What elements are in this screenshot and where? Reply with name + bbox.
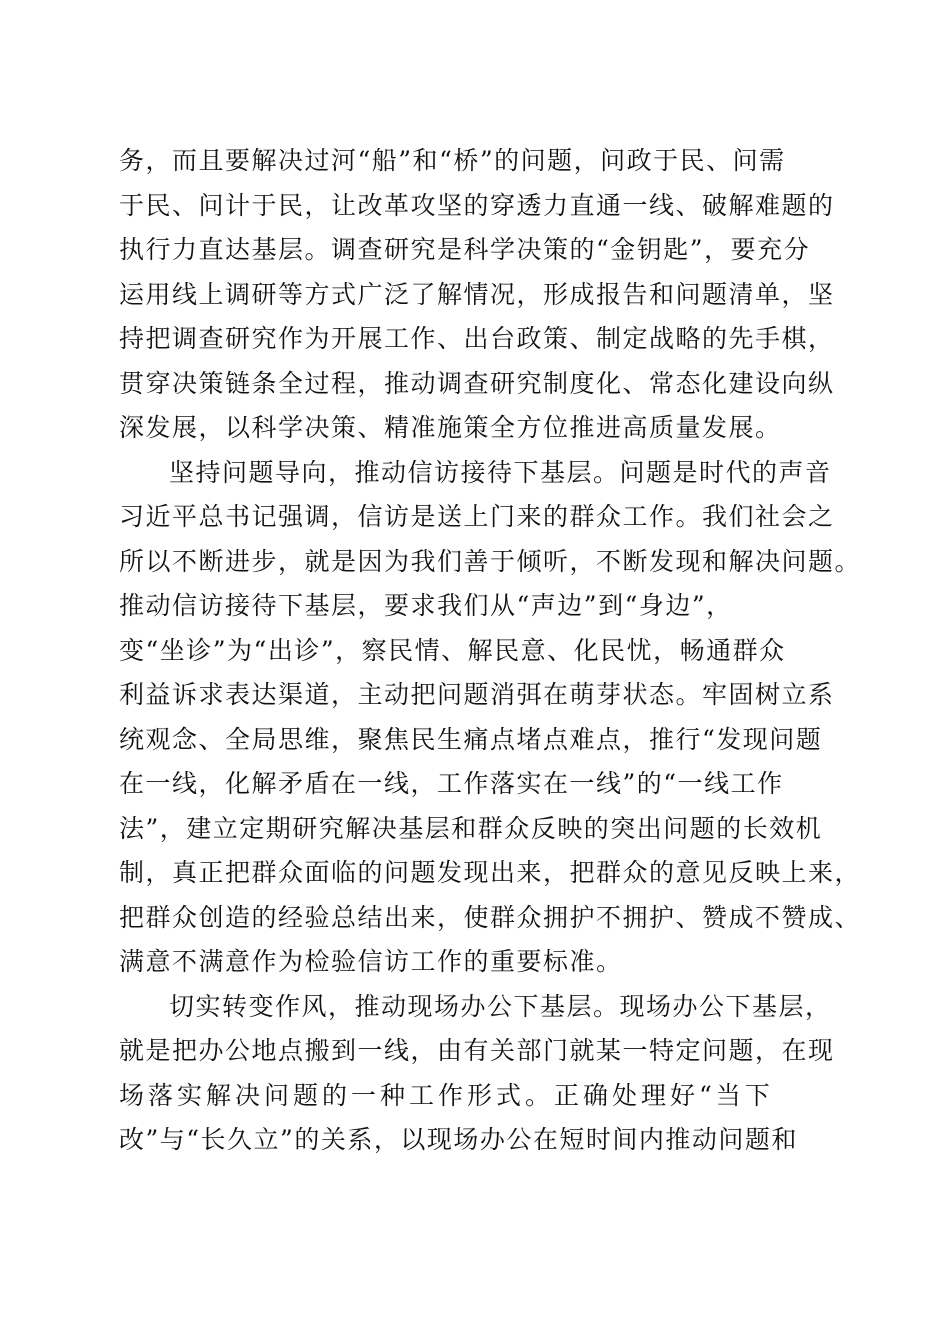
text-line: 法”，建立定期研究解决基层和群众反映的突出问题的长效机	[119, 813, 823, 843]
text-line: 推动信访接待下基层，要求我们从“声边”到“身边”，	[119, 591, 733, 620]
text-line: 利益诉求表达渠道，主动把问题消弭在萌芽状态。牢固树立系	[119, 680, 835, 709]
paragraph-first-line: 切实转变作风，推动现场办公下基层。现场办公下基层，	[169, 991, 832, 1021]
text-line: 场落实解决问题的一种工作形式。正确处理好“当下	[119, 1080, 774, 1110]
text-line: 深发展，以科学决策、精准施策全方位推进高质量发展。	[119, 413, 782, 442]
paragraph-first-line: 坚持问题导向，推动信访接待下基层。问题是时代的声音	[169, 457, 832, 487]
text-line: 把群众创造的经验总结出来，使群众拥护不拥护、赞成不赞成、	[119, 902, 862, 932]
text-line: 变“坐诊”为“出诊”，察民情、解民意、化民忧，畅通群众	[119, 635, 786, 665]
text-line: 所以不断进步，就是因为我们善于倾听，不断发现和解决问题。	[119, 546, 862, 576]
body-text	[119, 139, 862, 1163]
text-line: 运用线上调研等方式广泛了解情况，形成报告和问题清单，坚	[119, 279, 835, 309]
text-line: 制，真正把群众面临的问题发现出来，把群众的意见反映上来，	[119, 858, 862, 887]
text-line: 持把调查研究作为开展工作、出台政策、制定战略的先手棋，	[119, 324, 835, 353]
text-line: 在一线，化解矛盾在一线，工作落实在一线”的“一线工作	[119, 769, 784, 798]
text-line: 贯穿决策链条全过程，推动调查研究制度化、常态化建设向纵	[119, 368, 835, 398]
text-line: 就是把办公地点搬到一线，由有关部门就某一特定问题，在现	[119, 1036, 835, 1065]
text-line: 满意不满意作为检验信访工作的重要标准。	[119, 947, 623, 976]
text-line: 改”与“长久立”的关系，以现场办公在短时间内推动问题和	[119, 1125, 798, 1154]
text-line: 执行力直达基层。调查研究是科学决策的“金钥匙”，要充分	[119, 235, 811, 264]
text-line: 务，而且要解决过河“船”和“桥”的问题，问政于民、问需	[119, 146, 786, 175]
text-line: 统观念、全局思维，聚焦民生痛点堵点难点，推行“发现问题	[119, 724, 823, 754]
text-line: 习近平总书记强调，信访是送上门来的群众工作。我们社会之	[119, 502, 835, 531]
text-line: 于民、问计于民，让改革攻坚的穿透力直通一线、破解难题的	[119, 190, 835, 220]
